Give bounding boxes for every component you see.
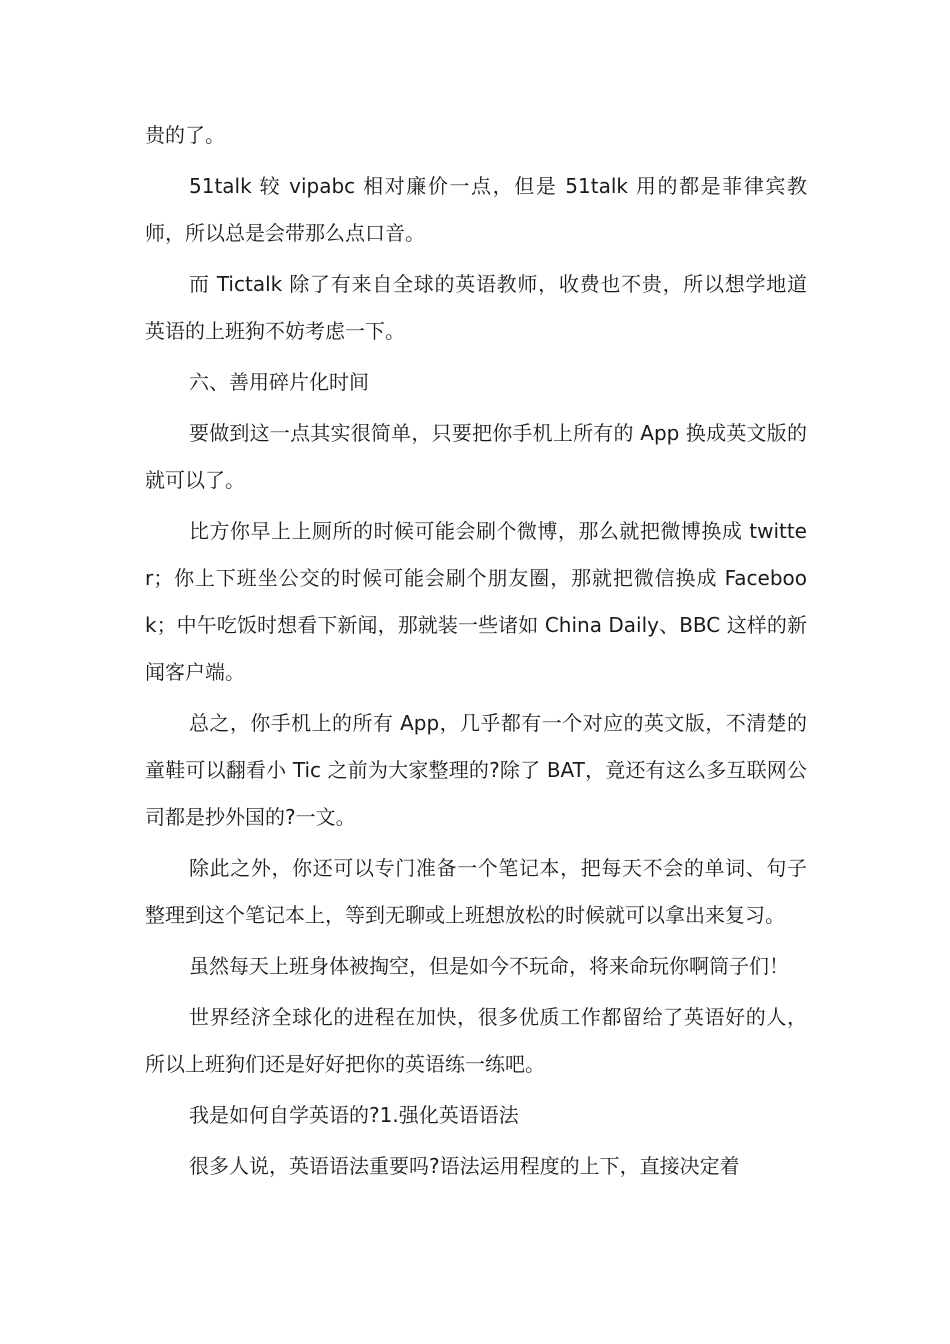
paragraph-notebook: 除此之外，你还可以专门准备一个笔记本，把每天不会的单词、句子整理到这个笔记本上，等到无聊或上班想放松的时候就可以拿出来复习。 <box>145 856 807 927</box>
paragraph-globalization: 世界经济全球化的进程在加快，很多优质工作都留给了英语好的人，所以上班狗们还是好好把你的英语练一练吧。 <box>145 1005 807 1076</box>
paragraph-continued: 贵的了。 <box>145 123 225 147</box>
section-heading-grammar: 我是如何自学英语的?1.强化英语语法 <box>189 1103 519 1127</box>
document-body <box>145 112 807 1194</box>
section-heading-fragmented-time: 六、善用碎片化时间 <box>189 370 369 394</box>
paragraph-grammar-intro: 很多人说，英语语法重要吗?语法运用程度的上下，直接决定着 <box>189 1154 740 1178</box>
paragraph-switch-apps: 要做到这一点其实很简单，只要把你手机上所有的 App 换成英文版的就可以了。 <box>145 421 807 492</box>
paragraph-51talk: 51talk 较 vipabc 相对廉价一点，但是 51talk 用的都是菲律宾教师，所以总是会带那么点口音。 <box>145 174 807 245</box>
paragraph-summary: 总之，你手机上的所有 App，几乎都有一个对应的英文版，不清楚的童鞋可以翻看小 Tic 之前为大家整理的?除了 BAT，竟还有这么多互联网公司都是抄外国的?一文。 <box>145 711 807 829</box>
paragraph-tictalk: 而 Tictalk 除了有来自全球的英语教师，收费也不贵，所以想学地道英语的上班狗不妨考虑一下。 <box>145 272 807 343</box>
paragraph-motivation: 虽然每天上班身体被掏空，但是如今不玩命，将来命玩你啊筒子们！ <box>189 954 789 978</box>
paragraph-examples: 比方你早上上厕所的时候可能会刷个微博，那么就把微博换成 twitter；你上下班坐公交的时候可能会刷个朋友圈，那就把微信换成 Facebook；中午吃饭时想看下新闻，那就装一些诸如 China Daily、BBC 这样的新闻客户端。 <box>145 519 807 684</box>
